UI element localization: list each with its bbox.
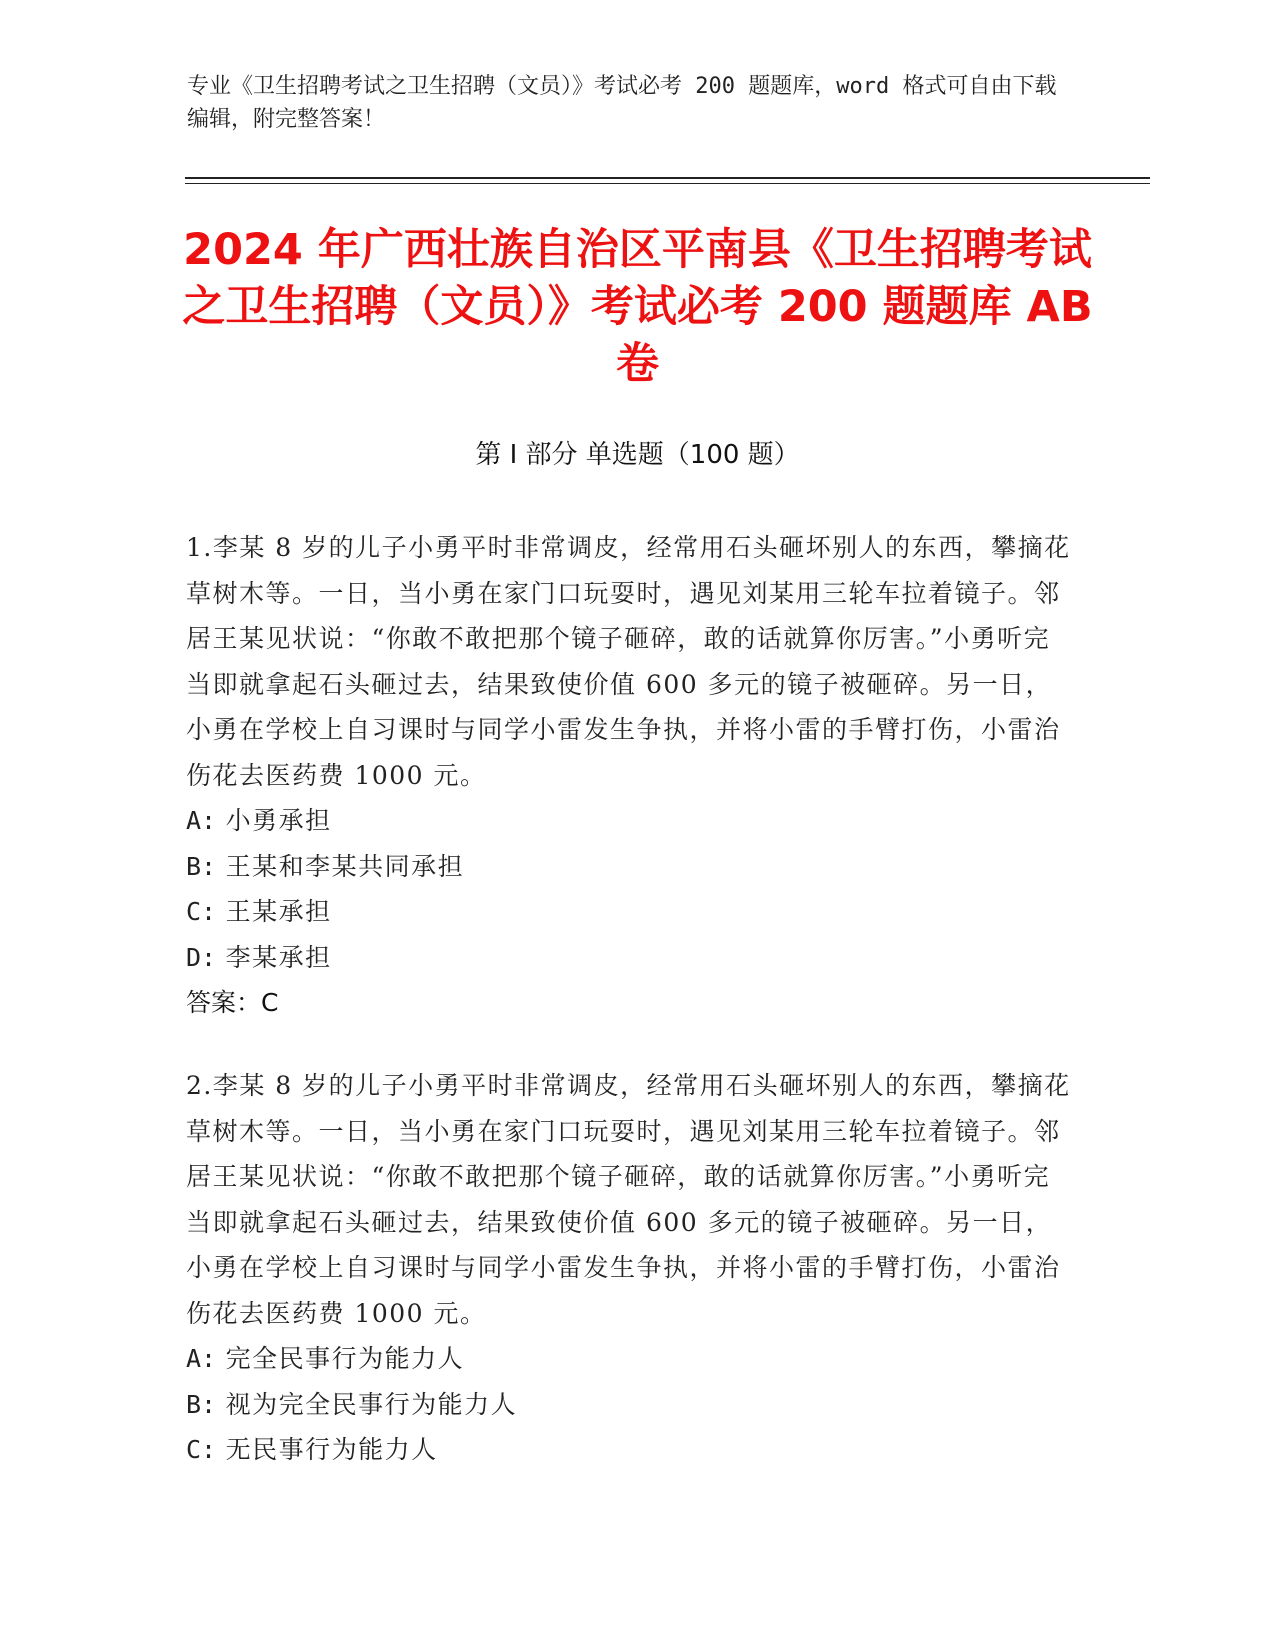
option-a (186, 798, 1076, 844)
question-2 (186, 1063, 1076, 1473)
option-text: 小勇承担 (225, 806, 332, 835)
header-divider-thin (185, 183, 1150, 184)
question-1 (186, 525, 1076, 1026)
header-note: 专业《卫生招聘考试之卫生招聘（文员）》考试必考 200 题题库，word 格式可自由下载编辑，附完整答案！ (187, 74, 1057, 132)
option-text: 无民事行为能力人 (225, 1435, 438, 1464)
option-a (186, 1336, 1076, 1382)
option-text: 李某承担 (225, 942, 332, 972)
option-key: C: (186, 1435, 217, 1464)
option-b (186, 1382, 1076, 1428)
question-stem: 1.李某 8 岁的儿子小勇平时非常调皮，经常用石头砸坏别人的东西，攀摘花草树木等。一日，当小勇在家门口玩耍时，遇见刘某用三轮车拉着镜子。邻居王某见状说：“你敢不敢把那个镜子砸碎，敢的话就算你厉害。”小勇听完当即就拿起石头砸过去，结果致使价值 600 多元的镜子被砸碎。另一日，小勇在学校上自习课时与同学小雷发生争执，并将小雷的手臂打伤，小雷治伤花去医药费 1000 元。 (186, 533, 1071, 790)
option-c (186, 889, 1076, 935)
answer-line: 答案：C (186, 988, 279, 1017)
document-title: 2024 年广西壮族自治区平南县《卫生招聘考试之卫生招聘（文员）》考试必考 200 题题库 AB 卷 (182, 225, 1093, 389)
header-divider-thick (185, 177, 1150, 179)
question-stem: 2.李某 8 岁的儿子小勇平时非常调皮，经常用石头砸坏别人的东西，攀摘花草树木等。一日，当小勇在家门口玩耍时，遇见刘某用三轮车拉着镜子。邻居王某见状说：“你敢不敢把那个镜子砸碎，敢的话就算你厉害。”小勇听完当即就拿起石头砸过去，结果致使价值 600 多元的镜子被砸碎。另一日，小勇在学校上自习课时与同学小雷发生争执，并将小雷的手臂打伤，小雷治伤花去医药费 1000 元。 (186, 1071, 1071, 1328)
option-key: A: (186, 1344, 217, 1373)
option-d (186, 935, 1076, 981)
option-key: D: (186, 942, 217, 972)
option-text: 视为完全民事行为能力人 (225, 1389, 518, 1419)
option-key: A: (186, 806, 217, 835)
option-text: 王某承担 (225, 897, 332, 926)
option-key: B: (186, 851, 217, 881)
option-c (186, 1427, 1076, 1473)
option-text: 完全民事行为能力人 (225, 1344, 465, 1373)
option-b (186, 844, 1076, 890)
section-heading: 第 I 部分 单选题（100 题） (475, 440, 800, 470)
option-key: C: (186, 897, 217, 926)
option-key: B: (186, 1389, 217, 1419)
option-text: 王某和李某共同承担 (225, 851, 465, 881)
